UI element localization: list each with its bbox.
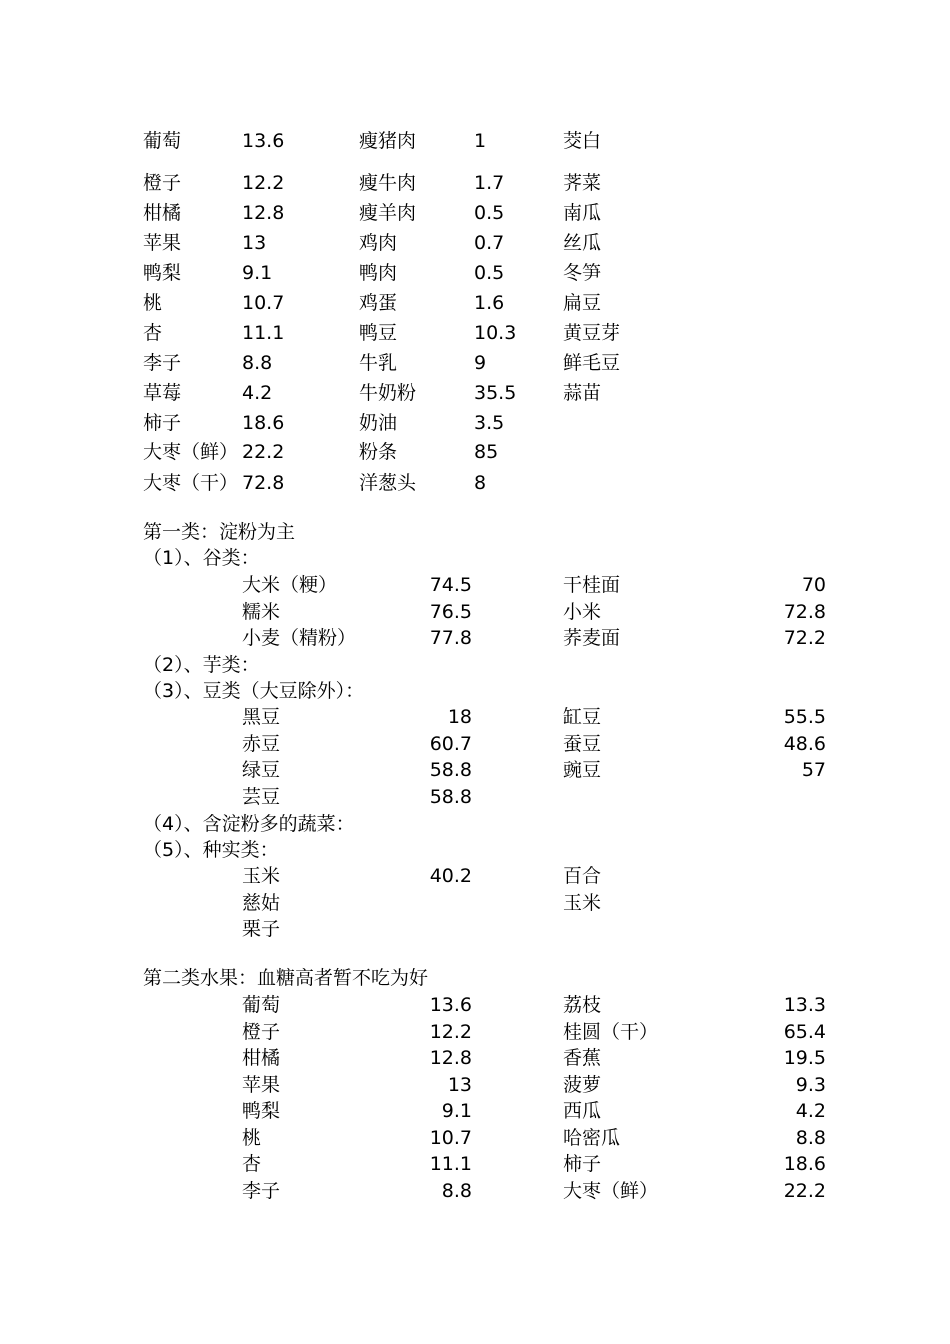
- table-cell: 65.4: [783, 1020, 826, 1043]
- table-cell: 粉条: [359, 441, 398, 463]
- table-cell: 12.2: [429, 1020, 472, 1043]
- table-cell: 58.8: [429, 785, 472, 808]
- table-cell: 橙子: [242, 1020, 281, 1043]
- table-cell: 桃: [242, 1126, 262, 1149]
- table-cell: 牛奶粉: [359, 382, 417, 404]
- table-cell: 桃: [143, 292, 163, 314]
- table-cell: 黄豆芽: [563, 322, 621, 344]
- table-cell: 鸡蛋: [359, 292, 398, 314]
- table-cell: 0.5: [474, 262, 505, 284]
- table-cell: 70: [801, 574, 826, 596]
- subsection-beans: （3）、豆类（大豆除外）：: [143, 680, 365, 702]
- table-cell: 18.6: [783, 1153, 826, 1175]
- table-cell: 大米（粳）: [242, 574, 338, 596]
- table-cell: 大枣（鲜）: [563, 1179, 659, 1202]
- table-cell: 蚕豆: [563, 732, 602, 755]
- table-cell: 扁豆: [563, 292, 602, 314]
- table-cell: 玉米: [242, 865, 281, 887]
- table-cell: 74.5: [429, 574, 472, 596]
- table-cell: 小麦（精粉）: [242, 627, 357, 649]
- table-cell: 4.2: [242, 382, 273, 404]
- table-cell: 13.3: [783, 994, 826, 1016]
- table-cell: 1.7: [474, 172, 505, 194]
- table-cell: 荔枝: [563, 994, 602, 1016]
- subsection-starchy-vegetables: （4）、含淀粉多的蔬菜：: [143, 813, 355, 835]
- table-cell: 12.8: [429, 1047, 472, 1069]
- table-cell: 李子: [242, 1179, 281, 1202]
- table-cell: 鸭肉: [359, 262, 398, 284]
- table-cell: 9.1: [441, 1100, 472, 1122]
- table-cell: 蒜苗: [563, 382, 602, 404]
- table-cell: 西瓜: [563, 1100, 602, 1122]
- table-cell: 杏: [143, 322, 163, 344]
- table-cell: 72.8: [242, 472, 285, 494]
- table-cell: 柑橘: [242, 1047, 281, 1069]
- table-cell: 糯米: [242, 600, 281, 623]
- subsection-tubers: （2）、芋类：: [143, 654, 260, 676]
- table-cell: 桂圆（干）: [563, 1020, 659, 1043]
- table-cell: 19.5: [783, 1047, 826, 1069]
- table-cell: 1: [474, 130, 487, 152]
- table-cell: 苹果: [242, 1073, 281, 1096]
- table-cell: 13.6: [429, 994, 472, 1016]
- table-cell: 小米: [563, 600, 602, 623]
- table-cell: 瘦猪肉: [359, 130, 417, 152]
- table-cell: 1.6: [474, 292, 505, 314]
- table-cell: 缸豆: [563, 706, 602, 728]
- table-cell: 13: [447, 1073, 472, 1096]
- table-cell: 8.8: [441, 1179, 472, 1202]
- table-cell: 鸡肉: [359, 232, 398, 254]
- table-cell: 18: [447, 706, 472, 728]
- table-cell: 荠菜: [563, 172, 602, 194]
- table-cell: 大枣（干）: [143, 472, 239, 494]
- table-cell: 22.2: [783, 1179, 826, 1202]
- subsection-seeds: （5）、种实类：: [143, 839, 279, 861]
- table-cell: 11.1: [429, 1153, 472, 1175]
- table-cell: 鲜毛豆: [563, 352, 621, 374]
- table-cell: 菠萝: [563, 1073, 602, 1096]
- table-cell: 10.7: [242, 292, 285, 314]
- table-cell: 南瓜: [563, 202, 602, 224]
- table-cell: 葡萄: [242, 994, 281, 1016]
- table-cell: 黑豆: [242, 706, 281, 728]
- table-cell: 哈密瓜: [563, 1126, 621, 1149]
- table-cell: 11.1: [242, 322, 285, 344]
- table-cell: 慈姑: [242, 891, 281, 914]
- table-cell: 35.5: [474, 382, 517, 404]
- table-cell: 丝瓜: [563, 232, 602, 254]
- table-cell: 18.6: [242, 412, 285, 434]
- table-cell: 豌豆: [563, 759, 602, 781]
- table-cell: 10.7: [429, 1126, 472, 1149]
- table-cell: 橙子: [143, 172, 182, 194]
- table-cell: 鸭梨: [242, 1100, 281, 1122]
- table-cell: 40.2: [429, 865, 472, 887]
- table-cell: 85: [474, 441, 499, 463]
- table-cell: 4.2: [795, 1100, 826, 1122]
- table-cell: 柑橘: [143, 202, 182, 224]
- table-cell: 60.7: [429, 732, 472, 755]
- table-cell: 荞麦面: [563, 627, 621, 649]
- table-cell: 48.6: [783, 732, 826, 755]
- table-cell: 72.2: [783, 627, 826, 649]
- table-cell: 57: [801, 759, 826, 781]
- table-cell: 13: [242, 232, 267, 254]
- table-cell: 百合: [563, 865, 602, 887]
- table-cell: 58.8: [429, 759, 472, 781]
- table-cell: 9: [474, 352, 487, 374]
- table-cell: 76.5: [429, 600, 472, 623]
- table-cell: 杏: [242, 1153, 262, 1175]
- table-cell: 苹果: [143, 232, 182, 254]
- table-cell: 12.8: [242, 202, 285, 224]
- table-cell: 草莓: [143, 382, 182, 404]
- table-cell: 鸭梨: [143, 262, 182, 284]
- table-cell: 赤豆: [242, 732, 281, 755]
- table-cell: 鸭豆: [359, 322, 398, 344]
- table-cell: 0.7: [474, 232, 505, 254]
- table-cell: 12.2: [242, 172, 285, 194]
- table-cell: 牛乳: [359, 352, 398, 374]
- subsection-grains: （1）、谷类：: [143, 547, 260, 569]
- table-cell: 8: [474, 472, 487, 494]
- table-cell: 葡萄: [143, 130, 182, 152]
- table-cell: 瘦羊肉: [359, 202, 417, 224]
- table-cell: 李子: [143, 352, 182, 374]
- table-cell: 冬笋: [563, 262, 602, 284]
- table-cell: 柿子: [143, 412, 182, 434]
- table-cell: 绿豆: [242, 759, 281, 781]
- table-cell: 3.5: [474, 412, 505, 434]
- table-cell: 55.5: [783, 706, 826, 728]
- section-title: 第二类水果：血糖高者暂不吃为好: [143, 967, 429, 989]
- table-cell: 干桂面: [563, 574, 621, 596]
- table-cell: 洋葱头: [359, 472, 417, 494]
- table-cell: 奶油: [359, 412, 398, 434]
- table-cell: 柿子: [563, 1153, 602, 1175]
- table-cell: 77.8: [429, 627, 472, 649]
- table-cell: 9.3: [795, 1073, 826, 1096]
- table-cell: 72.8: [783, 600, 826, 623]
- table-cell: 22.2: [242, 441, 285, 463]
- table-cell: 香蕉: [563, 1047, 602, 1069]
- table-cell: 8.8: [795, 1126, 826, 1149]
- table-cell: 瘦牛肉: [359, 172, 417, 194]
- table-cell: 10.3: [474, 322, 517, 344]
- table-cell: 栗子: [242, 918, 281, 940]
- table-cell: 芸豆: [242, 785, 281, 808]
- section-title: 第一类：淀粉为主: [143, 521, 296, 543]
- table-cell: 大枣（鲜）: [143, 441, 239, 463]
- table-cell: 13.6: [242, 130, 285, 152]
- table-cell: 玉米: [563, 891, 602, 914]
- table-cell: 8.8: [242, 352, 273, 374]
- table-cell: 0.5: [474, 202, 505, 224]
- table-cell: 9.1: [242, 262, 273, 284]
- table-cell: 茭白: [563, 130, 602, 152]
